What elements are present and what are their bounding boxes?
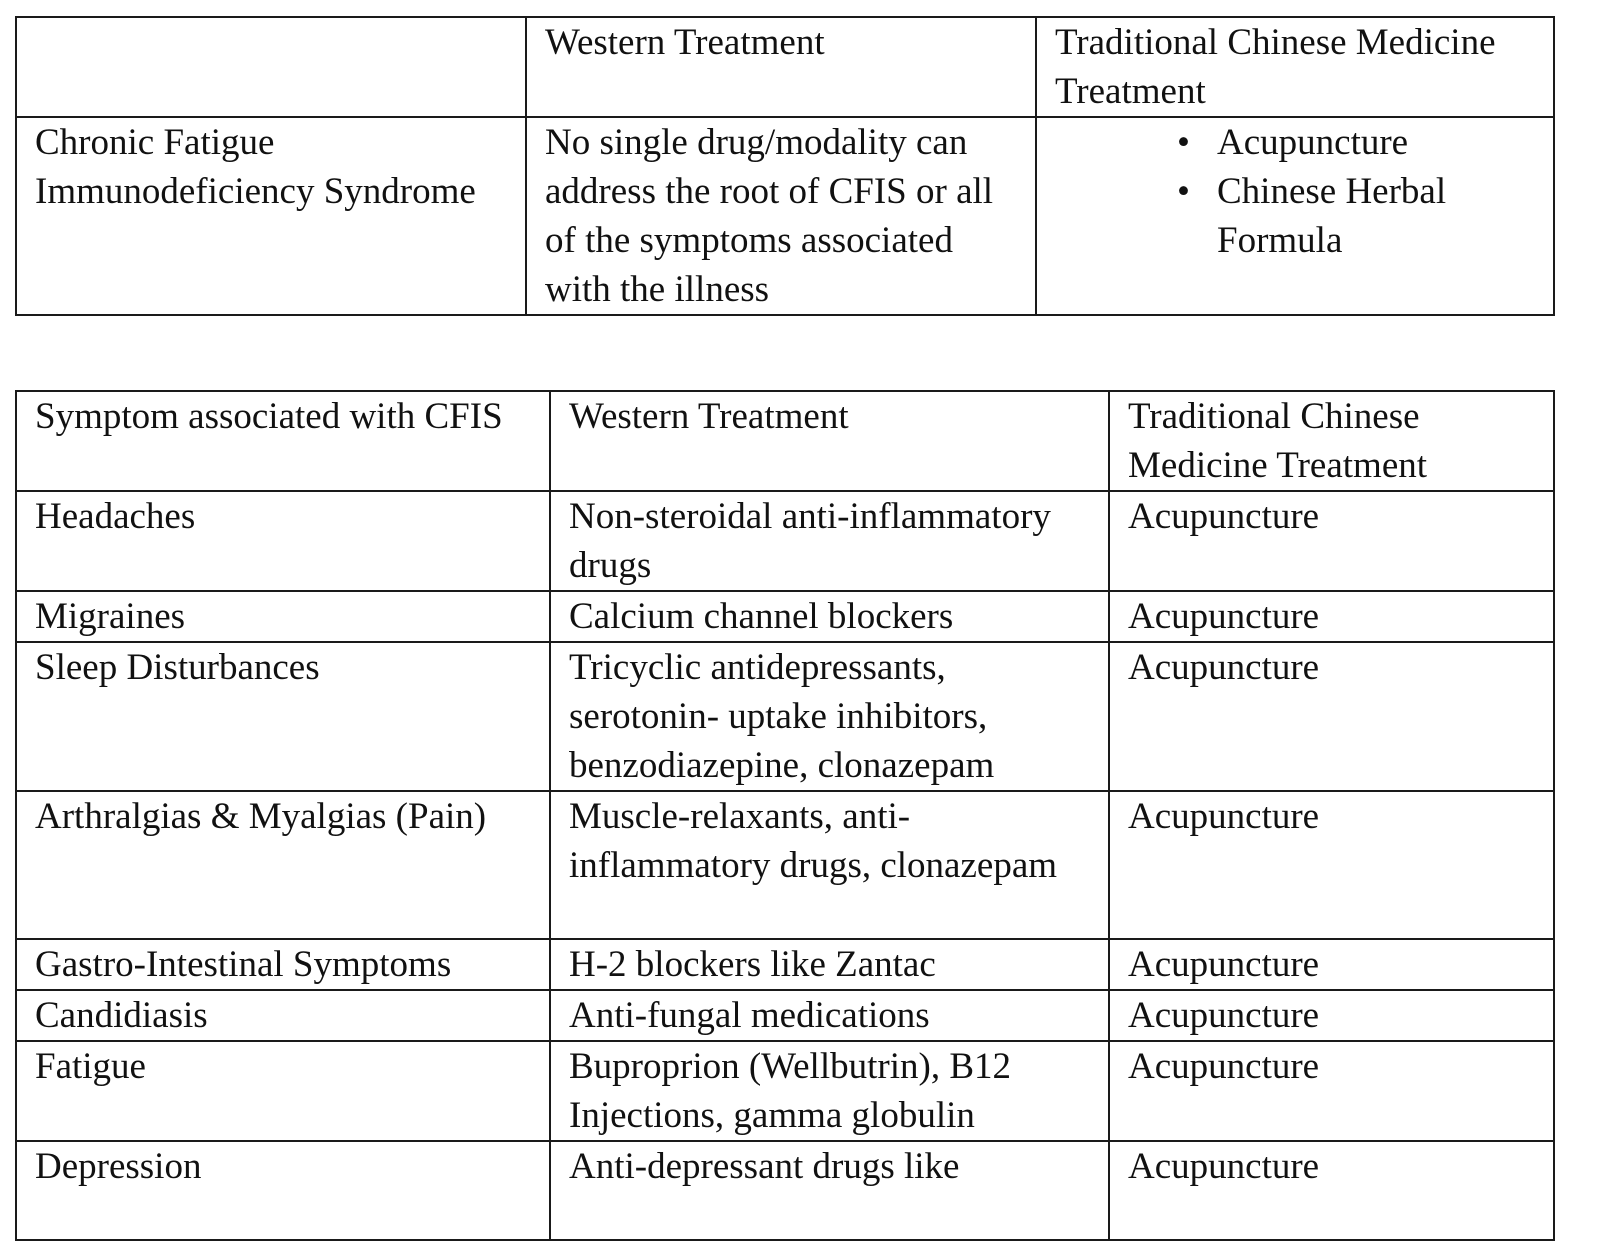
western-treatment-cell: Buproprion (Wellbutrin), B12 Injections, gamma globulin xyxy=(550,1041,1109,1141)
tcm-bullet-list xyxy=(1055,118,1545,265)
western-treatment-cell: Muscle-relaxants, anti-inflammatory drugs, clonazepam xyxy=(550,791,1109,939)
western-treatment-cell: Non-steroidal anti-inflammatory drugs xyxy=(550,491,1109,591)
tcm-treatment-cell: Acupuncture xyxy=(1109,1041,1554,1141)
list-item: • Acupuncture xyxy=(1217,118,1545,167)
tcm-treatment-cell: Acupuncture xyxy=(1109,791,1554,939)
symptom-treatment-table xyxy=(15,390,1555,1241)
symptom-cell: Headaches xyxy=(16,491,550,591)
symptom-cell: Candidiasis xyxy=(16,990,550,1041)
symptom-cell: Arthralgias & Myalgias (Pain) xyxy=(16,791,550,939)
table-row xyxy=(16,939,1554,990)
header-cell-tcm: Traditional Chinese Medicine Treatment xyxy=(1109,391,1554,491)
tcm-treatment-cell: Acupuncture xyxy=(1109,591,1554,642)
table-row xyxy=(16,642,1554,791)
symptom-cell: Migraines xyxy=(16,591,550,642)
tcm-treatment-cell: Acupuncture xyxy=(1109,491,1554,591)
tcm-treatment-cell: Acupuncture xyxy=(1109,1141,1554,1240)
table-row xyxy=(16,491,1554,591)
tcm-treatment-cell xyxy=(1036,117,1554,315)
symptom-cell: Depression xyxy=(16,1141,550,1240)
cfis-overview-table xyxy=(15,16,1555,316)
western-treatment-cell: Tricyclic antidepressants, serotonin- uptake inhibitors, benzodiazepine, clonazepam xyxy=(550,642,1109,791)
header-cell-empty xyxy=(16,17,526,117)
western-treatment-cell: Calcium channel blockers xyxy=(550,591,1109,642)
table-row xyxy=(16,1041,1554,1141)
header-cell-western: Western Treatment xyxy=(526,17,1036,117)
western-treatment-cell: H-2 blockers like Zantac xyxy=(550,939,1109,990)
table-header-row xyxy=(16,17,1554,117)
symptom-cell: Sleep Disturbances xyxy=(16,642,550,791)
header-cell-western: Western Treatment xyxy=(550,391,1109,491)
table-row xyxy=(16,117,1554,315)
western-treatment-cell: Anti-depressant drugs like xyxy=(550,1141,1109,1240)
symptom-cell: Gastro-Intestinal Symptoms xyxy=(16,939,550,990)
tcm-treatment-cell: Acupuncture xyxy=(1109,990,1554,1041)
list-item: • Chinese Herbal Formula xyxy=(1217,167,1545,265)
western-treatment-cell: Anti-fungal medications xyxy=(550,990,1109,1041)
header-cell-symptom: Symptom associated with CFIS xyxy=(16,391,550,491)
symptom-cell: Fatigue xyxy=(16,1041,550,1141)
header-cell-tcm: Traditional Chinese Medicine Treatment xyxy=(1036,17,1554,117)
table-row xyxy=(16,990,1554,1041)
tcm-treatment-cell: Acupuncture xyxy=(1109,642,1554,791)
table-row xyxy=(16,591,1554,642)
table-header-row xyxy=(16,391,1554,491)
condition-cell: Chronic Fatigue Immunodeficiency Syndrome xyxy=(16,117,526,315)
table-row xyxy=(16,1141,1554,1240)
table-row xyxy=(16,791,1554,939)
tcm-treatment-cell: Acupuncture xyxy=(1109,939,1554,990)
western-treatment-cell: No single drug/modality can address the root of CFIS or all of the symptoms associated with the illness xyxy=(526,117,1036,315)
